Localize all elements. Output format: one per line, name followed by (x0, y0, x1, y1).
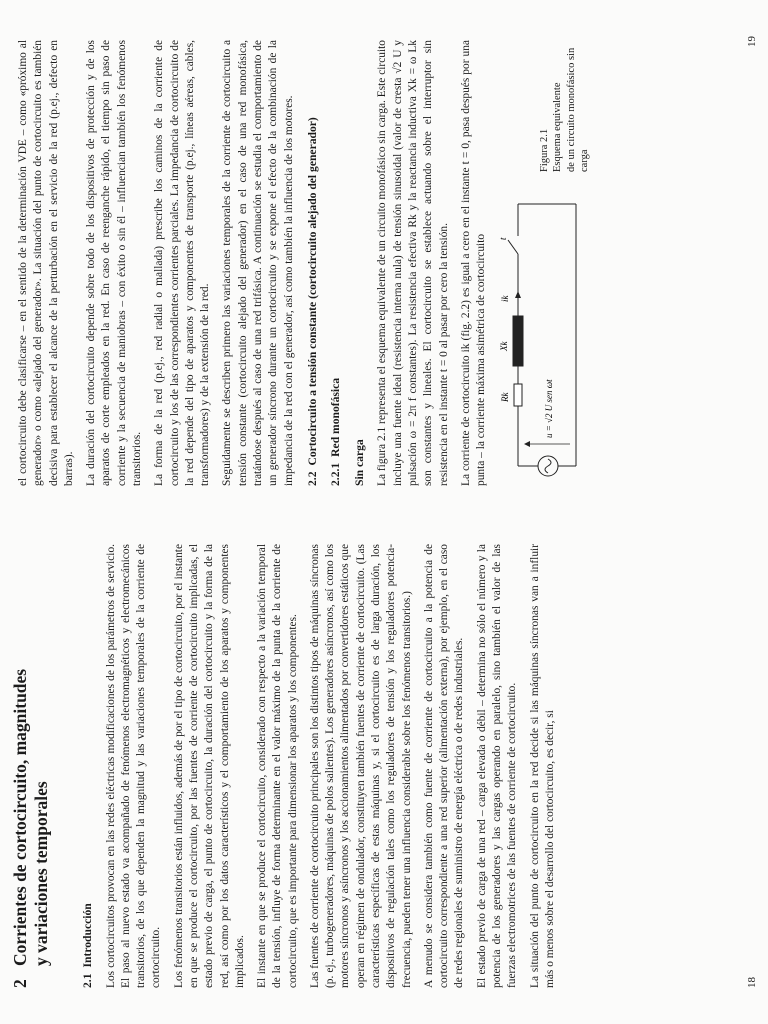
paragraph: el cortocircuito debe clasificarse – en el sentido de la determinación VDE – como «próximo al generador» o como «alejado del generador». La situación del punto de cortocircuito es también decisiva para establecer el alcance de la perturbación en el servicio de la red (p.ej., defecto en barras). (17, 40, 75, 486)
subsection-heading: Sin carga (352, 439, 366, 486)
paragraph: La situación del punto de cortocircuito en la red decide si las máquinas síncronas van a influir más o menos sobre el desarrollo del cortocircuito, es decir, si (528, 544, 556, 988)
sine-wave-icon (545, 459, 551, 473)
figure-2-1 (496, 40, 592, 486)
page-18 (0, 512, 768, 1024)
voltage-arrow-head (524, 441, 530, 447)
paragraph: Los fenómenos transitorios están influidos, además de por el tipo de cortocircuito, por el instante en que se produce el cortocircuito, por las fuentes de corriente de cortocircuito implicadas, el estado previo de carga, el punto de cortocircuito, la duración del cortocircuito y la forma de la red, así como por los datos característicos y el comportamiento de los aparatos y componentes implicados. (172, 544, 246, 988)
section-heading-2-2-1 (328, 40, 344, 486)
paragraph: La corriente de cortocircuito ik (fig. 2.2) es igual a cero en el instante t = 0, pasa después por una punta – la corriente máxima asimétrica de cortocircuito (459, 40, 488, 486)
figure-caption-line: de un circuito monofásico sin carga (565, 47, 590, 172)
paragraph: La forma de la red (p.ej., red radial o mallada) prescribe los caminos de la corriente de cortocircuito y los de las correspondientes corrientes parciales. La impedancia de cortocircuito de la red depende del tipo de aparatos y componentes de transporte (p.ej., líneas aéreas, cables, transformadores) y de la extensión de la red. (153, 40, 212, 486)
section-number: 2.2 (305, 471, 319, 486)
chapter-title (10, 552, 51, 988)
figure-caption-line: Esquema equivalente (552, 82, 564, 172)
section-title: Red monofásica (329, 377, 343, 457)
paragraph: La duración del cortocircuito depende sobre todo de los dispositivos de protección y de los aparatos de corte empleados en la red. En caso de reenganche rápido, el tiempo sin paso de corriente y la secuencia de maniobras – con éxito o sin él – influencian también los fenómenos transitorios. (85, 40, 143, 486)
section-number: 2.2.1 (329, 462, 343, 486)
right-text-column (16, 40, 592, 486)
paragraph: La figura 2.1 representa el esquema equivalente de un circuito monofásico sin carga. Este circuito incluye una fuente ideal (resistencia interna nula) de tensión sinusoidal (valor de cresta √2 U y pulsación ω = 2π f constantes). La resistencia efectiva Rk y la reactancia inductiva Xk = ω Lk son constantes y lineales. El cortocircuito se establece actuando sobre el interruptor sin resistencia en el instante t = 0 al pasar por cero la tensión. (376, 40, 450, 486)
chapter-title-line1: Corrientes de cortocircuito, magnitudes (10, 668, 30, 966)
section-number: 2.1 (81, 973, 94, 988)
section-title: Introducción (81, 903, 94, 968)
inductor-icon (513, 316, 523, 366)
figure-caption (538, 40, 591, 172)
inductor-label: Xk (499, 341, 510, 351)
paragraph: El estado previo de carga de una red – carga elevada o débil – determina no sólo el número y la potencia de los generadores y las cargas operando en paralelo, sino también el valor de las fuerzas electromotrices de las fuentes de corriente de cortocircuito. (475, 544, 519, 988)
page-number: 19 (746, 36, 758, 47)
paragraph: El instante en que se produce el cortocircuito, considerado con respecto a la variación temporal de la tensión, influye de forma determinante en el valor máximo de la punta de la corriente de cortocircuito, que es importante para dimensionar los aparatos y los componentes. (256, 544, 299, 988)
switch-icon (508, 240, 518, 254)
circuit-diagram (496, 186, 588, 486)
section-title: Cortocircuito a tensión constante (cortocircuito alejado del generador) (305, 117, 319, 466)
left-text-column (72, 544, 565, 988)
resistor-label: Rk (500, 392, 511, 402)
chapter-title-line2: y variaciones temporales (30, 781, 51, 966)
chapter-number: 2 (10, 979, 30, 988)
current-arrow-icon (515, 291, 521, 298)
paragraph: Los cortocircuitos provocan en las redes eléctricas modificaciones de los parámetros de servicio. El paso al nuevo estado va acompañado de fenómenos electromagnéticos y electromecánicos transitorios, de los que dependen la magnitud y las variaciones temporales de la corriente de cortocircuito. (104, 544, 163, 988)
section-heading-2-1 (80, 544, 96, 988)
resistor-icon (514, 384, 522, 406)
section-heading-2-2 (305, 40, 321, 486)
voltage-label: u = √2 U sen ωt (544, 379, 555, 438)
paragraph: Seguidamente se describen primero las variaciones temporales de la corriente de cortocircuito a tensión constante (cortocircuito alejado del generador) en el caso de una red monofásica, tratándose después al caso de una red trifásica. A continuación se estudia el comportamiento de un generador síncrono durante un cortocircuito y se expone el efecto de la combinación de la impedancia de la red con el generador, así como también la influencia de los motores. (221, 40, 295, 486)
switch-label: t (498, 237, 509, 240)
figure-caption-title: Figura 2.1 (539, 128, 551, 172)
current-label: ik (500, 295, 511, 302)
paragraph: A menudo se considera también como fuente de corriente de cortocircuito a la potencia de cortocircuito correspondiente a una red superior (alimentación externa), por ejemplo, en el caso de redes regionales de suministro de energía eléctrica o de redes industriales. (422, 544, 466, 988)
paragraph: Las fuentes de corriente de cortocircuito principales son los distintos tipos de máquinas síncronas (p. ej., turbogeneradores, máquinas de polos salientes). Los generadores asíncronos, así como los motores síncronos y asíncronos y los accionamientos alimentados por convertidores estáticos que operan en régimen de ondulador, constituyen también fuentes de corriente de cortocircuito. (Las características específicas de estas máquinas y, si el cortocircuito es de larga duración, los dispositivos de regulación tales como los reguladores de tensión y los reguladores potencia-frecuencia, pueden tener una influencia considerable sobre los fenómenos transitorios.) (308, 544, 413, 988)
page-number: 18 (746, 977, 758, 988)
